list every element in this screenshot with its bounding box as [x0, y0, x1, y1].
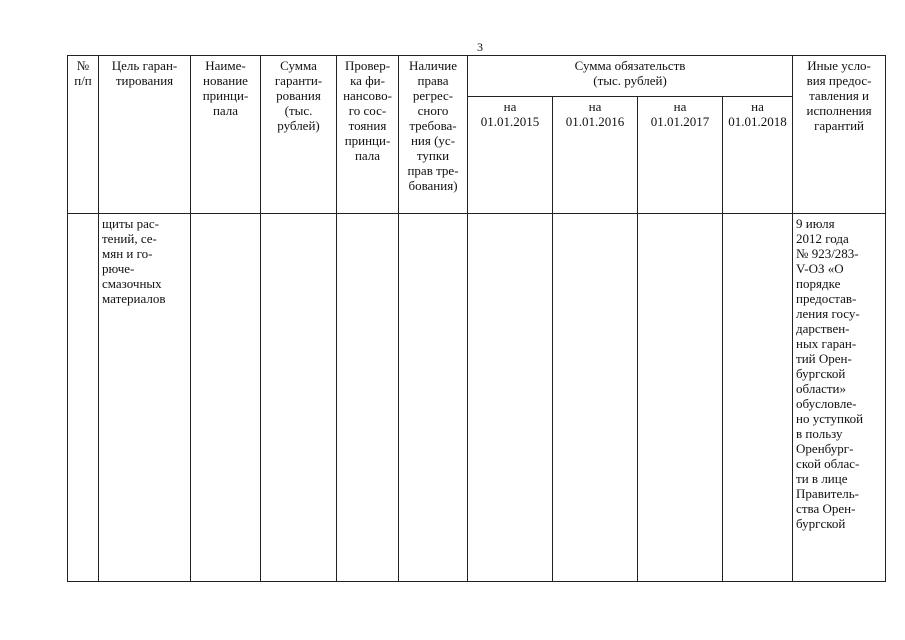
header-date-2016 [553, 97, 638, 214]
row-sum-2015 [468, 214, 553, 582]
header-principal-name: Наиме- нование принци- пала [191, 56, 261, 214]
row-regress-right [399, 214, 468, 582]
table-row [68, 214, 886, 582]
header-regress-right: Наличие права регрес- сного требова- ния (ус- тупки прав тре- бования) [399, 56, 468, 214]
date-prefix: на [751, 99, 764, 114]
header-date-2015 [468, 97, 553, 214]
row-sum-2016 [553, 214, 638, 582]
row-other-conditions: 9 июля 2012 года № 923/283- V-ОЗ «О порядке предостав- ления госу- дарствен- ных гаран- тий Орен- бургской области» обусловле- но уступкой в пользу Оренбург- ской облас- ти в лице Правитель- ства Орен- бургской [793, 214, 886, 582]
row-purpose: щиты рас- тений, се- мян и го- рюче- смазочных материалов [99, 214, 191, 582]
date-value: 01.01.2016 [565, 114, 625, 129]
header-purpose: Цель гаран- тирования [99, 56, 191, 214]
page-number: 3 [477, 40, 483, 54]
date-value: 01.01.2017 [650, 114, 710, 129]
header-date-2017 [638, 97, 723, 214]
date-value: 01.01.2015 [480, 114, 540, 129]
header-date-2018 [723, 97, 793, 214]
date-prefix: на [673, 99, 687, 114]
date-prefix: на [588, 99, 602, 114]
header-guarantee-sum: Сумма гаранти- рования (тыс. рублей) [261, 56, 337, 214]
date-prefix: на [503, 99, 517, 114]
date-value: 01.01.2018 [728, 114, 787, 129]
row-num [68, 214, 99, 582]
header-other-conditions: Иные усло- вия предос- тавления и исполнения гарантий [793, 56, 886, 214]
row-principal-name [191, 214, 261, 582]
guarantees-table [67, 55, 886, 582]
row-financial-check [337, 214, 399, 582]
row-sum-2017 [638, 214, 723, 582]
header-num: № п/п [68, 56, 99, 214]
header-obligations-sum: Сумма обязательств (тыс. рублей) [468, 56, 793, 97]
header-financial-check: Провер- ка фи- нансово- го сос- тояния принци- пала [337, 56, 399, 214]
row-sum-2018 [723, 214, 793, 582]
row-guarantee-sum [261, 214, 337, 582]
